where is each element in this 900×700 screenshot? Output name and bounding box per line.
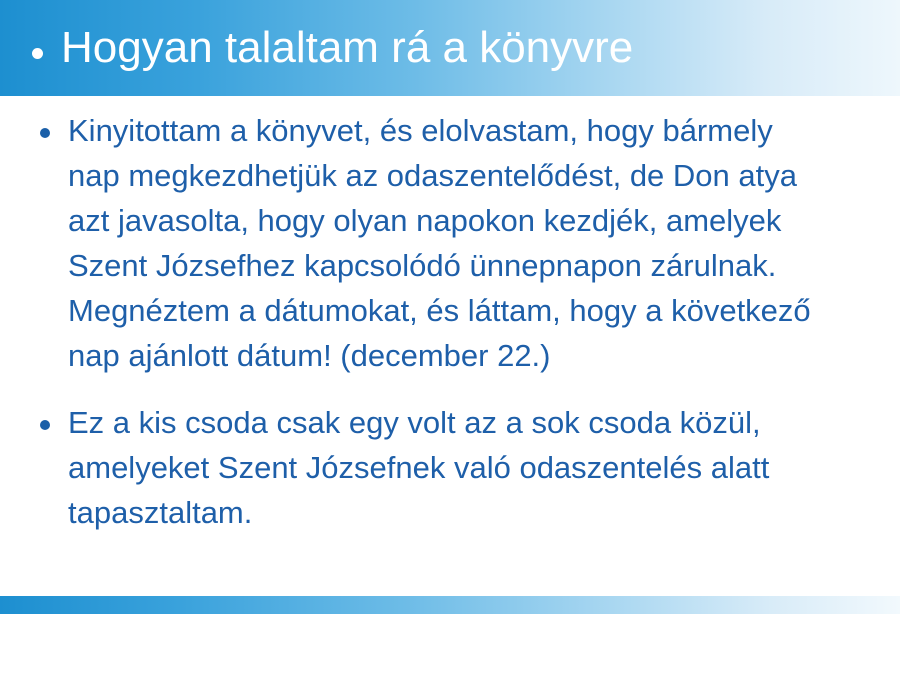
footer-area bbox=[0, 614, 900, 700]
bullet-dot-icon bbox=[32, 48, 43, 59]
footer-band bbox=[0, 596, 900, 614]
bullet-dot-icon bbox=[40, 420, 50, 430]
list-item bbox=[0, 108, 900, 378]
list-item-text: Kinyitottam a könyvet, és elolvastam, hogy bármely nap megkezdhetjük az odaszentelődést, de Don atya azt javasolta, hogy olyan napokon kezdjék, amelyek Szent Józsefhez kapcsolódó ünnepnapon zárulnak. Megnéztem a dátumokat, és láttam, hogy a következő nap ajánlott dátum! (december 22.) bbox=[68, 113, 811, 373]
page-title: Hogyan talaltam rá a könyvre bbox=[61, 23, 634, 72]
list-item-text: Ez a kis csoda csak egy volt az a sok csoda közül, amelyeket Szent Józsefnek való odaszentelés alatt tapasztaltam. bbox=[68, 405, 770, 530]
list-item bbox=[0, 400, 900, 535]
title-row bbox=[32, 22, 880, 74]
slide-body bbox=[0, 108, 900, 557]
bullet-dot-icon bbox=[40, 128, 50, 138]
